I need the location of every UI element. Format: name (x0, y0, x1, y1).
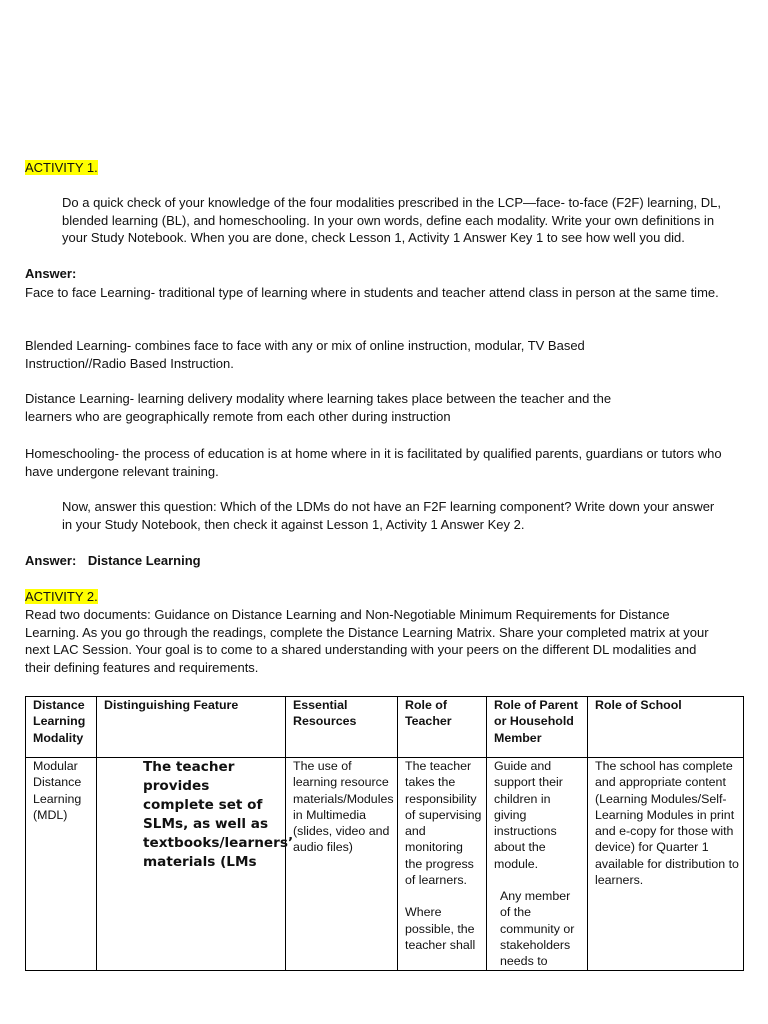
header-resources: Essential Resources (286, 697, 398, 758)
header-teacher: Role of Teacher (398, 697, 487, 758)
cell-parent (487, 758, 588, 971)
header-modality: Distance Learning Modality (26, 697, 97, 758)
activity1-prompt: Do a quick check of your knowledge of the four modalities prescribed in the LCP—face- to-face (F2F) learning, DL, blended learning (BL), and homeschooling. In your own words, define each modality. Write your own definitions in your Study Notebook. When you are done, check Lesson 1, Activity 1 Answer Key 1 to see how well you did. (62, 195, 721, 245)
cell-teacher (398, 758, 487, 971)
activity1-answer2-label: Answer: (25, 553, 77, 568)
cell-teacher-more: Where possible, the teacher shall (405, 905, 476, 952)
cell-modality: Modular Distance Learning (MDL) (26, 758, 97, 971)
activity1-answer-label: Answer: (25, 266, 77, 281)
activity2-prompt: Read two documents: Guidance on Distance Learning and Non-Negotiable Minimum Requirements for Distance Learning. As you go through the readings, complete the Distance Learning Matrix. Share your completed matrix at your next LAC Session. Your goal is to come to a shared understanding with your peers on the different DL modalities and their defining features and requirements. (25, 607, 709, 675)
header-parent: Role of Parent or Household Member (487, 697, 588, 758)
table-row (26, 758, 744, 971)
activity1-question: Now, answer this question: Which of the LDMs do not have an F2F learning component? Write down your answer in your Study Notebook, then check it against Lesson 1, Activity 1 Answer Key 2. (62, 499, 715, 532)
definition-distance: Distance Learning- learning delivery modality where learning takes place between the teacher and the learners who are geographically remote from each other during instruction (25, 391, 612, 424)
header-feature: Distinguishing Feature (97, 697, 286, 758)
header-school: Role of School (588, 697, 744, 758)
activity1-answer2 (25, 552, 201, 570)
distance-learning-matrix (25, 696, 744, 971)
cell-parent-text: Guide and support their children in giving instructions about the module. (494, 759, 563, 871)
cell-feature: The teacher provides complete set of SLMs, as well as textbooks/learners’ materials (LMs (97, 758, 286, 971)
definition-f2f: Face to face Learning- traditional type of learning where in students and teacher attend class in person at the same time. (25, 285, 719, 300)
activity1-answer2-value: Distance Learning (87, 553, 201, 568)
definition-homeschooling: Homeschooling- the process of education is at home where in it is facilitated by qualified parents, guardians or tutors who have undergone relevant training. (25, 446, 722, 479)
cell-teacher-text: The teacher takes the responsibility of supervising and monitoring the progress of learners. (405, 759, 482, 888)
matrix-header-row (26, 697, 744, 758)
cell-school: The school has complete and appropriate content (Learning Modules/Self-Learning Modules in print and e-copy for those with device) for Quarter 1 available for distribution to learners. (588, 758, 744, 971)
activity1-label: ACTIVITY 1. (25, 160, 98, 175)
cell-parent-more: Any member of the community or stakeholders needs to (500, 889, 575, 969)
activity2-label: ACTIVITY 2. (25, 589, 98, 604)
definition-blended: Blended Learning- combines face to face with any or mix of online instruction, modular, TV Based Instruction//Radio Based Instruction. (25, 338, 585, 371)
cell-resources: The use of learning resource materials/Modules in Multimedia (slides, video and audio files) (286, 758, 398, 971)
